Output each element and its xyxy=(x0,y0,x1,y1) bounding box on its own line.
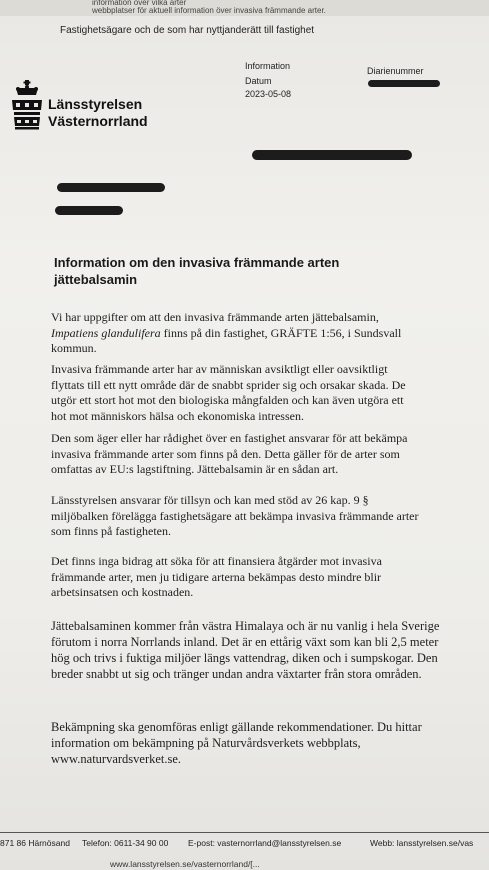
footer-url: www.lansstyrelsen.se/vasternorrland/[... xyxy=(110,859,260,869)
three-crowns-icon xyxy=(10,80,44,130)
species-latin-name: Impatiens glandulifera xyxy=(51,325,161,340)
p1-line-2-rest: finns på din fastighet, GRÄFTE 1:56, i Sundsvall xyxy=(160,325,402,340)
footer-email: E-post: vasternorrland@lansstyrelsen.se xyxy=(188,838,342,848)
p1-line-3: kommun. xyxy=(51,341,97,355)
logo-line-2: Västernorrland xyxy=(48,113,148,129)
paragraph-7: Bekämpning ska genomföras enligt gällande rekommendationer. Du hittar information om bekämpning på Naturvårdsverkets webbplats, www.naturvardsverket.se. xyxy=(51,720,422,766)
document-info xyxy=(245,60,291,101)
footer-postal: 871 86 Härnösand xyxy=(0,838,70,848)
paragraph-6: Jättebalsaminen kommer från västra Himalaya och är nu vanlig i hela Sverige förutom i norra Norrlands inland. Det är en ettårig växt som kan bli 2,5 meter hög och trivs i fuktiga miljöer längs vattendrag, diken och i sumpskogar. Den breder snabbt ut sig och tränger undan andra växtarter från stora områden. xyxy=(51,619,440,681)
diarienummer-label: Diarienummer xyxy=(367,66,424,76)
document-type: Information xyxy=(245,61,291,71)
date-label: Datum xyxy=(245,76,272,86)
footer-divider xyxy=(0,832,489,833)
paragraph-4: Länsstyrelsen ansvarar för tillsyn och kan med stöd av 26 kap. 9 § miljöbalken förelägga fastighetsägare att bekämpa invasiva främmande arter som finns på fastigheten. xyxy=(51,493,419,538)
date-value: 2023-05-08 xyxy=(245,89,292,99)
footer-phone: Telefon: 0611-34 90 00 xyxy=(82,838,169,848)
redaction-address-1 xyxy=(252,150,412,160)
underlying-text-2: webbplatser för aktuell information över invasiva främmande arter. xyxy=(92,6,326,15)
paragraph-3: Den som äger eller har rådighet över en fastighet ansvarar för att bekämpa invasiva främmande arter som finns på den. Detta gäller för de arter som omfattas av EU:s lagstiftning. Jättebalsamin är en sådan art. xyxy=(51,431,408,476)
paragraph-5: Det finns inga bidrag att söka för att finansiera åtgärder mot invasiva främmande arter, men ju tidigare arterna bekämpas desto mindre blir arbetsinsatsen och kostnaden. xyxy=(51,554,382,599)
letter-heading: Information om den invasiva främmande arten jättebalsamin xyxy=(54,255,340,287)
p1-line-2 xyxy=(51,326,411,342)
redaction-address-3 xyxy=(55,206,123,215)
lansstyrelsen-logo xyxy=(10,78,175,136)
footer-web: Webb: lansstyrelsen.se/vas xyxy=(370,838,474,848)
redaction-dnr xyxy=(368,80,440,87)
recipient-address: Fastighetsägare och de som har nyttjanderätt till fastighet xyxy=(60,25,315,36)
underlying-page-strip xyxy=(0,0,489,16)
p1-line-1: Vi har uppgifter om att den invasiva främmande arten jättebalsamin, xyxy=(51,310,379,324)
redaction-address-2 xyxy=(57,183,165,192)
logo-line-1: Länsstyrelsen xyxy=(48,96,143,112)
underlying-text-1: information över vilka arter xyxy=(92,0,187,7)
paragraph-1 xyxy=(51,310,411,357)
paragraph-2: Invasiva främmande arter har av människan avsiktligt eller oavsiktligt flyttats till ett nytt område där de snabbt sprider sig och orsakar skada. De utgör ett stort hot mot den biologiska mångfalden och kan även utgöra ett hot mot människors hälsa och ekonomiska intressen. xyxy=(51,362,406,423)
